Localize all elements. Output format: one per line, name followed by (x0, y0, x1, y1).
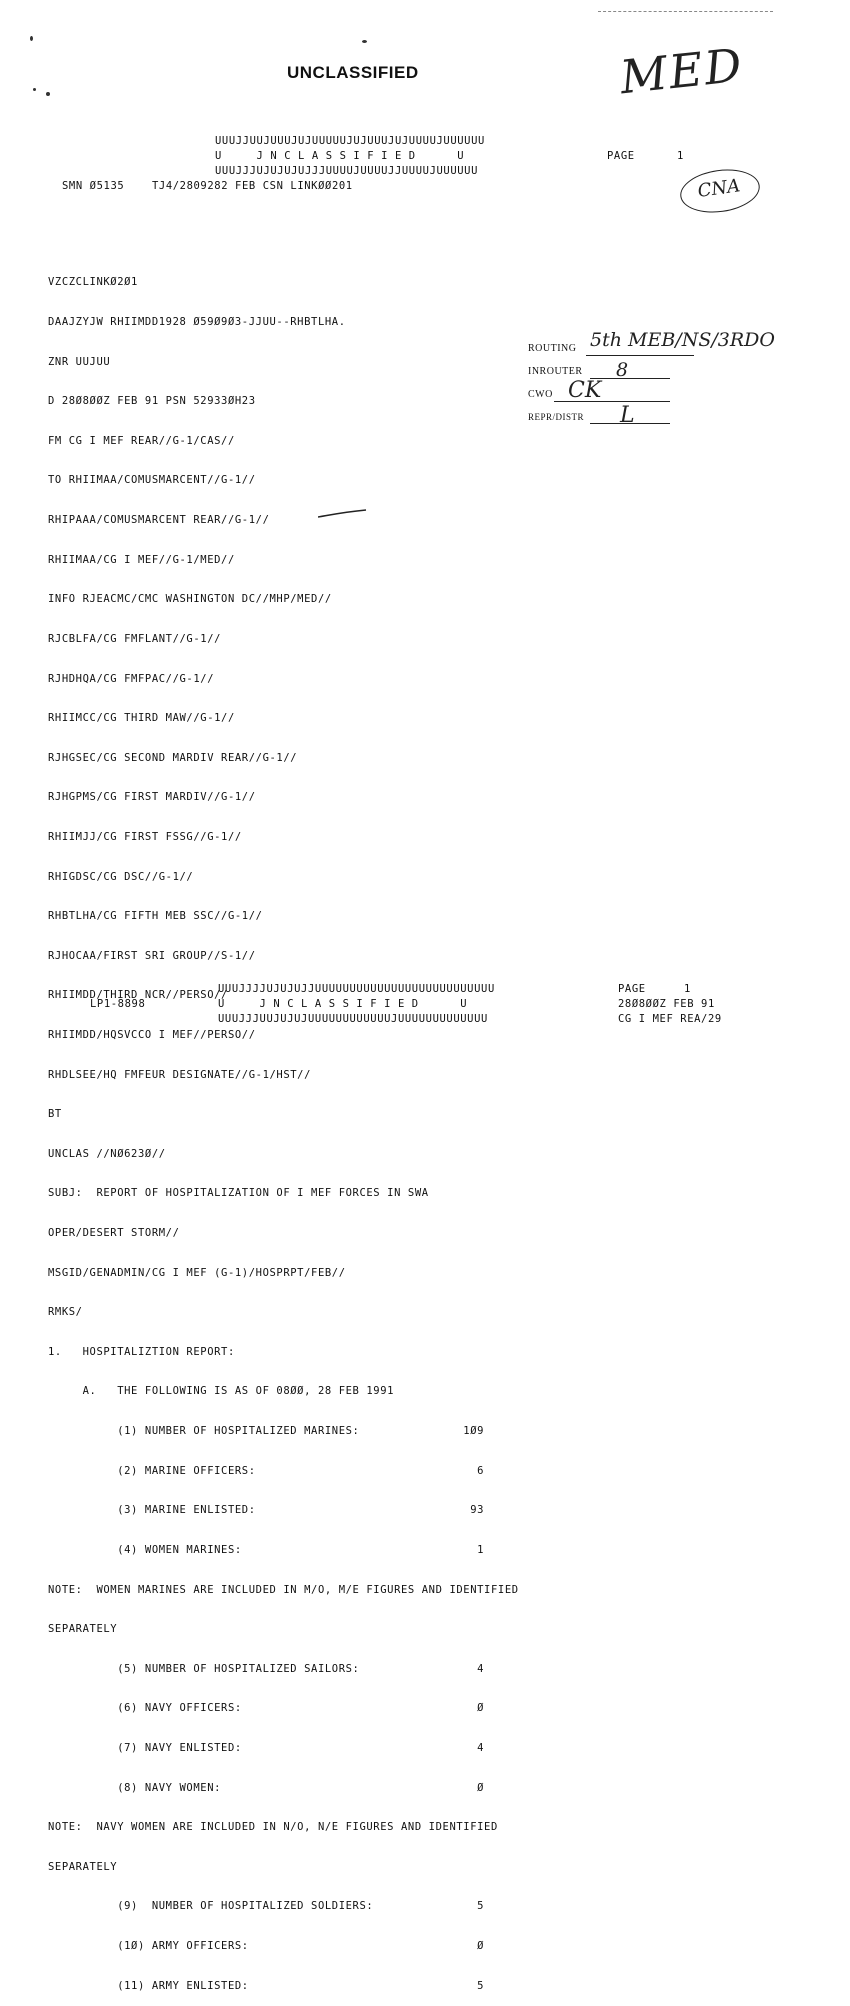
message-line: INFO RJEACMC/CMC WASHINGTON DC//MHP/MED// (48, 593, 332, 606)
ssn-line: SMN Ø5135 TJ4/2809282 FEB CSN LINKØØ201 (62, 180, 353, 192)
message-line: VZCZCLINKØ2Ø1 (48, 276, 138, 289)
routing-underline (586, 355, 694, 356)
routing-stamp (528, 329, 775, 435)
message-line: RMKS/ (48, 1306, 83, 1319)
message-body (48, 250, 519, 2006)
message-line: DAAJZYJW RHIIMDD1928 Ø59Ø9Ø3-JJUU--RHBTLHA. (48, 316, 346, 329)
inrouter-handwritten: 8 (616, 359, 629, 381)
message-line: (9) NUMBER OF HOSPITALIZED SOLDIERS: 5 (48, 1900, 485, 1913)
handwritten-stroke (318, 508, 368, 520)
routing-label: ROUTING (528, 343, 577, 354)
message-line: RHIIMAA/CG I MEF//G-1/MED// (48, 553, 235, 566)
message-line: RHIPAAA/COMUSMARCENT REAR//G-1// (48, 514, 270, 527)
message-line: (1) NUMBER OF HOSPITALIZED MARINES: 1Ø9 (48, 1425, 485, 1438)
message-line: NOTE: NAVY WOMEN ARE INCLUDED IN N/O, N/E FIGURES AND IDENTIFIED (48, 1821, 498, 1834)
footer-originator: CG I MEF REA/29 (618, 1013, 722, 1025)
message-line: (2) MARINE OFFICERS: 6 (48, 1464, 485, 1477)
message-line: RJHDHQA/CG FMFPAC//G-1// (48, 672, 215, 685)
message-line: RHDLSEE/HQ FMFEUR DESIGNATE//G-1/HST// (48, 1068, 312, 1081)
message-line: A. THE FOLLOWING IS AS OF 08ØØ, 28 FEB 1991 (48, 1385, 395, 1398)
inrouter-label: INROUTER (528, 366, 583, 377)
message-line: UNCLAS //NØ623Ø// (48, 1147, 166, 1160)
message-line: (6) NAVY OFFICERS: Ø (48, 1702, 485, 1715)
message-line: RJHOCAA/FIRST SRI GROUP//S-1// (48, 949, 256, 962)
message-line: RJCBLFA/CG FMFLANT//G-1// (48, 632, 222, 645)
message-line: (4) WOMEN MARINES: 1 (48, 1543, 485, 1556)
message-line: SEPARATELY (48, 1623, 118, 1636)
message-line: ZNR UUJUU (48, 355, 111, 368)
message-line: RHIGDSC/CG DSC//G-1// (48, 870, 194, 883)
message-line: (8) NAVY WOMEN: Ø (48, 1781, 485, 1794)
message-line: FM CG I MEF REAR//G-1/CAS// (48, 434, 235, 447)
top-edge-noise (598, 11, 773, 13)
cwo-handwritten: CK (568, 378, 602, 403)
message-line: MSGID/GENADMIN/CG I MEF (G-1)/HOSPRPT/FEB// (48, 1266, 346, 1279)
message-line: (7) NAVY ENLISTED: 4 (48, 1741, 485, 1754)
message-line: RHBTLHA/CG FIFTH MEB SSC//G-1// (48, 910, 263, 923)
repr-distr-label: REPR/DISTR (528, 412, 585, 422)
message-line: (11) ARMY ENLISTED: 5 (48, 1979, 485, 1992)
footer-classification-spaced: U J N C L A S S I F I E D U (218, 998, 468, 1010)
footer-lp-code: LP1-8898 (90, 998, 146, 1010)
repr-distr-handwritten: L (620, 403, 635, 428)
inrouter-underline (590, 378, 670, 379)
message-line: (1Ø) ARMY OFFICERS: Ø (48, 1940, 485, 1952)
footer-u-row-top: UUUJJJJUJUJUJJUUUUUUUUUUUUUUUUUUUUUUUUUU (218, 983, 495, 995)
message-line: TO RHIIMAA/COMUSMARCENT//G-1// (48, 474, 256, 487)
cna-circle-stamp (677, 165, 762, 218)
scan-speck (362, 40, 367, 43)
message-line: BT (48, 1108, 62, 1121)
header-u-row-top: UUUJJUUJUUUJUJUUUUUJUJUUUJUJUUUUJUUUUUU (215, 135, 485, 147)
message-line: RHIIMJJ/CG FIRST FSSG//G-1// (48, 830, 242, 843)
header-u-row-bottom: UUUJJJUJUJUJUJJJUUUUJUUUUJJUUUUJUUUUUU (215, 165, 479, 177)
message-line: (5) NUMBER OF HOSPITALIZED SAILORS: 4 (48, 1662, 485, 1675)
header-page-number: 1 (677, 150, 684, 162)
cna-initials: CNA (696, 175, 742, 202)
message-line: NOTE: WOMEN MARINES ARE INCLUDED IN M/O, M/E FIGURES AND IDENTIFIED (48, 1583, 519, 1596)
message-line: (3) MARINE ENLISTED: 93 (48, 1504, 485, 1517)
scan-speck (46, 92, 50, 96)
classification-banner: UNCLASSIFIED (287, 63, 419, 82)
message-line: RHIIMDD/HQSVCCO I MEF//PERSO// (48, 1028, 256, 1041)
med-handwritten-mark: MED (617, 37, 747, 105)
footer-page-number: 1 (684, 983, 691, 995)
cwo-label: CWO (528, 389, 553, 400)
scan-speck (30, 36, 33, 41)
header-page-label: PAGE (607, 150, 635, 162)
message-line: 1. HOSPITALIZTION REPORT: (48, 1345, 235, 1358)
message-line: RHIIMCC/CG THIRD MAW//G-1// (48, 712, 235, 725)
message-line: OPER/DESERT STORM// (48, 1227, 180, 1240)
footer-dtg: 28Ø8ØØZ FEB 91 (618, 998, 715, 1010)
message-line: RHIIMDD/THIRD NCR//PERSO// (48, 989, 228, 1002)
footer-page-label: PAGE (618, 983, 646, 995)
header-classification-spaced: U J N C L A S S I F I E D U (215, 150, 465, 162)
scan-speck (33, 88, 36, 91)
footer-u-row-bottom: UUUJJJUUJUJUJUUUUUUUUUUUUJUUUUUUUUUUUUU (218, 1013, 488, 1025)
message-line: RJHGPMS/CG FIRST MARDIV//G-1// (48, 791, 256, 804)
message-line: D 28Ø8ØØZ FEB 91 PSN 52933ØH23 (48, 395, 256, 408)
routing-handwritten: 5th MEB/NS/3RDO (590, 329, 775, 351)
message-line: SUBJ: REPORT OF HOSPITALIZATION OF I MEF FORCES IN SWA (48, 1187, 429, 1200)
message-line: RJHGSEC/CG SECOND MARDIV REAR//G-1// (48, 751, 298, 764)
message-line: SEPARATELY (48, 1860, 118, 1873)
